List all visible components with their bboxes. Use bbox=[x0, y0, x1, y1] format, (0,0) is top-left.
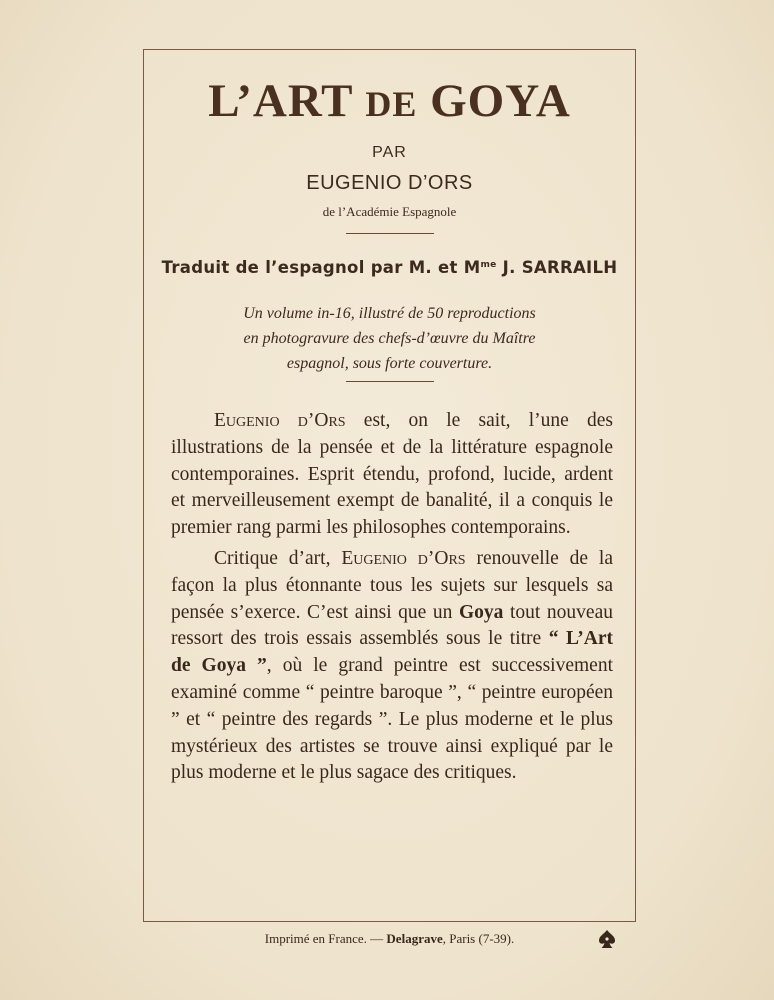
paragraph-2 bbox=[171, 546, 613, 787]
book-title bbox=[143, 75, 636, 127]
translator-prefix: Traduit de l’espagnol par M. et M bbox=[161, 258, 481, 277]
translator-sup: me bbox=[480, 260, 497, 270]
paragraph-text: est, on le sait, l’une des illustrations de la pensée et de la littérature espagnole contemporaines. Esprit étendu, profond, lucide, ardent et merveilleusement exempt de banalité, il a conquis le premier rang parmi les philosophes contemporains. bbox=[171, 410, 613, 539]
title-part-3: GOYA bbox=[417, 75, 571, 127]
title-part-1: L’ART bbox=[208, 75, 366, 127]
divider-2 bbox=[346, 381, 434, 382]
author-name: EUGENIO D’ORS bbox=[306, 172, 473, 194]
paragraph-text: Critique d’art, bbox=[214, 547, 342, 569]
publisher-name: Delagrave bbox=[386, 931, 443, 946]
author-name-inline: Eugenio d’Ors bbox=[214, 410, 346, 431]
paragraph-text: tout nouveau ressort des trois essais assemblés sous le titre bbox=[171, 601, 613, 650]
book-title-inline: “ L’Art de Goya ” bbox=[171, 628, 613, 677]
volume-description bbox=[143, 301, 636, 376]
description-line: espagnol, sous forte couverture. bbox=[286, 355, 493, 372]
publisher-place: , Paris (7-39). bbox=[442, 931, 515, 946]
spade-icon bbox=[596, 928, 618, 950]
goya-bold: Goya bbox=[459, 601, 504, 623]
description-line: en photogravure des chefs-d’œuvre du Maître bbox=[243, 330, 536, 347]
divider-1 bbox=[346, 233, 434, 234]
paragraph-text: , où le grand peintre est successivement examiné comme “ peintre baroque ”, “ peintre européen ” et “ peintre des regards ”. Le plus moderne et le plus mystérieux des artistes se trouve ainsi expliqué par le plus moderne et le plus sagace des critiques. bbox=[171, 655, 613, 784]
imprint-footer bbox=[143, 931, 636, 947]
translator-line bbox=[143, 258, 636, 277]
printed-in: Imprimé en France. — bbox=[264, 931, 387, 946]
title-part-2: DE bbox=[365, 84, 418, 124]
translator-suffix: J. SARRAILH bbox=[496, 258, 618, 277]
body-text bbox=[171, 408, 613, 787]
description-line: Un volume in-16, illustré de 50 reproductions bbox=[243, 305, 536, 322]
author-affiliation: de l’Académie Espagnole bbox=[322, 204, 457, 219]
paragraph-1 bbox=[171, 408, 613, 542]
author-name-inline: Eugenio d’Ors bbox=[341, 547, 466, 569]
paragraph-text: renouvelle de la façon la plus étonnante tous les sujets sur lesquels sa pensée s’exerce. C’est ainsi que un bbox=[171, 547, 613, 623]
par-label: PAR bbox=[372, 144, 407, 161]
